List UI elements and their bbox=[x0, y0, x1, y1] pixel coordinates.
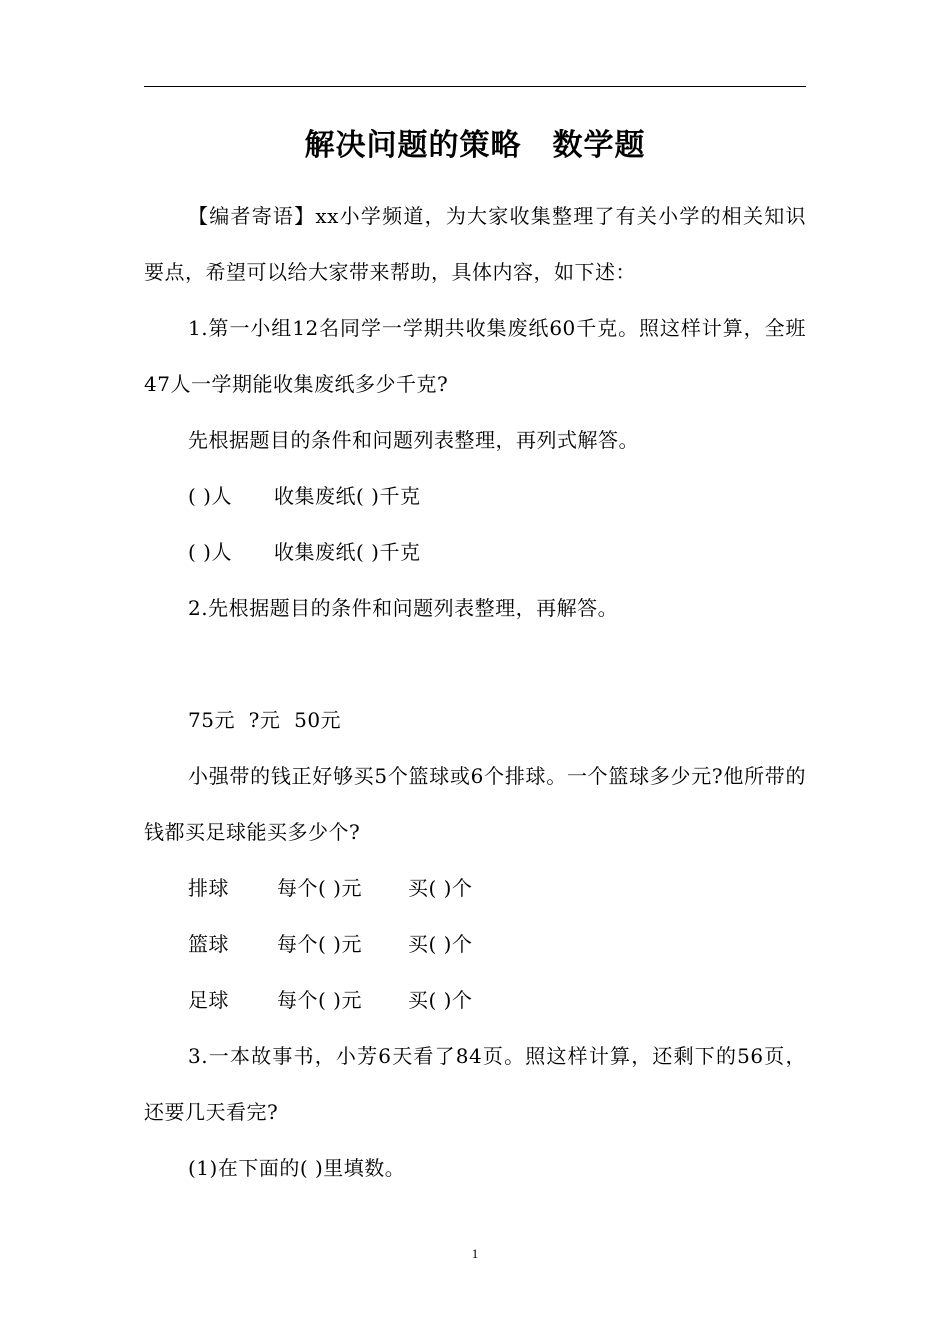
paper-blank: 收集废纸( )千克 bbox=[274, 540, 421, 564]
question-3: 3.一本故事书，小芳6天看了84页。照这样计算，还剩下的56页，还要几天看完? bbox=[144, 1044, 806, 1124]
question-2-row bbox=[144, 916, 806, 972]
question-1-row bbox=[144, 468, 806, 524]
question-2-row bbox=[144, 972, 806, 1028]
question-2: 2.先根据题目的条件和问题列表整理，再解答。 bbox=[188, 596, 619, 620]
document-body bbox=[144, 188, 806, 1196]
count-blank: 买( )个 bbox=[408, 876, 473, 900]
price-blank: 每个( )元 bbox=[277, 988, 362, 1012]
price-blank: 每个( )元 bbox=[277, 876, 362, 900]
intro-paragraph: 【编者寄语】xx小学频道，为大家收集整理了有关小学的相关知识要点，希望可以给大家带来帮助，具体内容，如下述： bbox=[144, 204, 806, 284]
question-2-row bbox=[144, 860, 806, 916]
paper-blank: 收集废纸( )千克 bbox=[274, 484, 421, 508]
people-blank: ( )人 bbox=[188, 540, 232, 564]
item-name: 足球 bbox=[188, 988, 229, 1012]
question-1: 1.第一小组12名同学一学期共收集废纸60千克。照这样计算，全班47人一学期能收集废纸多少千克? bbox=[144, 316, 806, 396]
blank-line bbox=[144, 636, 806, 692]
page-number: 1 bbox=[471, 1246, 479, 1261]
price-blank: 每个( )元 bbox=[277, 932, 362, 956]
question-1-instruction: 先根据题目的条件和问题列表整理，再列式解答。 bbox=[188, 428, 639, 452]
question-3-sub-1: (1)在下面的( )里填数。 bbox=[188, 1156, 406, 1180]
question-1-row bbox=[144, 524, 806, 580]
header-rule bbox=[144, 86, 806, 87]
people-blank: ( )人 bbox=[188, 484, 232, 508]
page-title: 解决问题的策略 数学题 bbox=[304, 128, 646, 163]
question-2-prices: 75元 ?元 50元 bbox=[188, 708, 342, 732]
count-blank: 买( )个 bbox=[408, 988, 473, 1012]
item-name: 篮球 bbox=[188, 932, 229, 956]
question-2-problem: 小强带的钱正好够买5个篮球或6个排球。一个篮球多少元?他所带的钱都买足球能买多少个? bbox=[144, 764, 806, 844]
item-name: 排球 bbox=[188, 876, 229, 900]
count-blank: 买( )个 bbox=[408, 932, 473, 956]
